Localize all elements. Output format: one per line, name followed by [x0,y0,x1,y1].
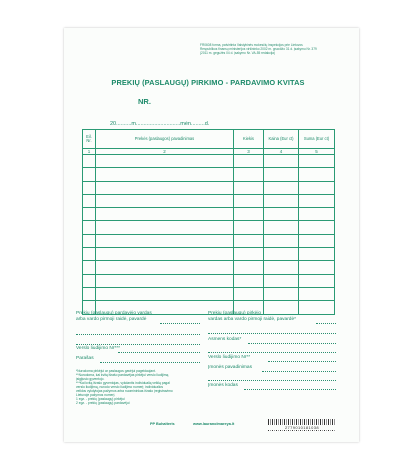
table-cell[interactable] [83,221,96,234]
seller-name-field-3[interactable] [76,344,200,345]
seller-name-field[interactable] [160,323,200,324]
note-line-3: (2011 m. gegužės 04 d. įsakymo Nr. VA-55 redakcija) [200,51,275,55]
buyer-name-label-1: Prekių (paslaugų) pirkėjo [208,311,262,316]
table-cell[interactable] [264,234,299,247]
footnotes [76,369,201,405]
table-cell[interactable] [83,234,96,247]
buyer-cert-field[interactable] [268,361,336,362]
table-cell[interactable] [234,194,264,207]
table-cell[interactable] [264,221,299,234]
table-row[interactable] [83,234,335,247]
table-cell[interactable] [299,208,335,221]
table-cell[interactable] [264,194,299,207]
table-cell[interactable] [264,248,299,261]
table-cell[interactable] [264,287,299,300]
table-cell[interactable] [96,274,234,287]
col-number: 1 [83,149,96,155]
table-row[interactable] [83,221,335,234]
table-row[interactable] [83,168,335,181]
table-cell[interactable] [83,261,96,274]
table-cell[interactable] [83,248,96,261]
table-cell[interactable] [83,181,96,194]
table-row[interactable] [83,208,335,221]
note-line-2: Respublikos finansų ministerijos viršininko 2002 m. gruodžio 31 d. įsakymu Nr. 379 [200,47,317,51]
col-header-qty: Kiekis [234,130,264,149]
col-number: 4 [264,149,299,155]
table-cell[interactable] [234,168,264,181]
table-cell[interactable] [299,221,335,234]
col-header-item: Prekės (paslaugos) pavadinimas [96,130,234,149]
footnote-line: Lietuvoje pažymos numerį. [76,393,116,397]
website-text: www.lauranolmareya.lt [193,422,235,426]
table-cell[interactable] [96,155,234,168]
company-name-field-2[interactable] [208,380,336,381]
form-approval-note [200,43,348,55]
table-cell[interactable] [96,168,234,181]
table-cell[interactable] [264,168,299,181]
table-cell[interactable] [96,194,234,207]
company-code-field[interactable] [244,389,336,390]
table-row[interactable] [83,274,335,287]
col-number: 2 [96,149,234,155]
buyer-id-field[interactable] [248,343,336,344]
col-header-price: Kaina (Eur ct) [264,130,299,149]
footnote-line: verslo liudijimą, nurodo verslo liudijimo numerį; individualios [76,385,164,389]
buyer-name-label-2: vardas arba vardo pirmoji raidė, pavardė* [208,317,296,322]
table-cell[interactable] [299,155,335,168]
col-number: 5 [299,149,335,155]
table-cell[interactable] [264,274,299,287]
table-cell[interactable] [234,274,264,287]
buyer-name-field[interactable] [316,323,336,324]
table-row[interactable] [83,155,335,168]
signature-field[interactable] [100,362,200,363]
table-cell[interactable] [96,261,234,274]
company-code-label: Įmonės kodas [208,383,238,388]
table-cell[interactable] [83,155,96,168]
table-cell[interactable] [299,261,335,274]
table-row[interactable] [83,261,335,274]
items-table [82,129,335,315]
buyer-cert-label: Verslo liudijimo Nr** [208,355,251,360]
table-cell[interactable] [264,301,299,314]
footnote-line: 2 egz. - prekių (paslaugų) pardavėjui [76,401,130,405]
company-name-field[interactable] [262,371,336,372]
footnote-line: ***Kai kvitą išrašo gyventojas, vykdantis individualią veiklą pagal [76,381,170,385]
table-cell[interactable] [264,155,299,168]
table-cell[interactable] [96,234,234,247]
company-name-label: Įmonės pavadinimas [208,365,252,370]
seller-cert-field[interactable] [118,352,200,353]
table-cell[interactable] [96,248,234,261]
table-cell[interactable] [83,287,96,300]
table-cell[interactable] [234,208,264,221]
seller-name-label-1: Prekių (paslaugų) pardavėjo vardas [76,311,152,316]
table-cell[interactable] [299,168,335,181]
footnote-line: įsigijusio gyventojo. [76,377,105,381]
buyer-name-field-2[interactable] [208,333,336,334]
footnote-line: *Nurodoma pirkėjui ar paslaugos gavėjui pageidaujant. [76,369,156,373]
date-line: 20..........m.............................mėn.........d. [110,121,210,127]
seller-name-field-2[interactable] [76,334,200,335]
table-cell[interactable] [299,287,335,300]
receipt-number-label: NR. [138,97,151,106]
footnote-line: veiklos vykdytojas pažymos arba nuomininkas išrašo įregistravimo [76,389,173,393]
table-cell[interactable] [234,287,264,300]
table-header-row [83,130,335,149]
seller-cert-label: Verslo liudijimo Nr*** [76,346,120,351]
table-cell[interactable] [96,221,234,234]
table-cell[interactable] [264,208,299,221]
table-cell[interactable] [83,208,96,221]
table-cell[interactable] [234,261,264,274]
table-cell[interactable] [83,194,96,207]
brand-logo: PP Buhalteris [150,422,175,426]
col-header-no: Eil. Nr. [83,130,96,149]
table-cell[interactable] [96,208,234,221]
table-row[interactable] [83,181,335,194]
barcode-number: 2779010181038 [268,425,336,430]
table-cell[interactable] [264,181,299,194]
table-cell[interactable] [234,221,264,234]
table-cell[interactable] [299,194,335,207]
table-cell[interactable] [96,287,234,300]
table-cell[interactable] [96,181,234,194]
table-row[interactable] [83,194,335,207]
footnote-line: **Nurodoma, kai kvitą išrašo pardavėjas pirkėjui verslo liudijimą [76,373,169,377]
table-cell[interactable] [264,261,299,274]
table-cell[interactable] [83,168,96,181]
table-cell[interactable] [234,155,264,168]
table-cell[interactable] [299,234,335,247]
col-header-sum: Suma (Eur ct) [299,130,335,149]
table-cell[interactable] [234,181,264,194]
table-row[interactable] [83,287,335,300]
table-cell[interactable] [299,274,335,287]
buyer-extra-field[interactable] [208,352,336,353]
col-number: 3 [234,149,264,155]
form-title: PREKIŲ (PASLAUGŲ) PIRKIMO - PARDAVIMO KVITAS [111,78,305,87]
table-cell[interactable] [234,234,264,247]
footnote-line: 1 egz. - prekių (paslaugų) pirkėjui [76,397,125,401]
table-cell[interactable] [299,181,335,194]
table-row[interactable] [83,248,335,261]
table-cell[interactable] [299,248,335,261]
note-line-1: FR0608 forma, patvirtinta Valstybinės mokesčių inspekcijos prie Lietuvos [200,43,303,47]
seller-name-label-2: arba vardo pirmoji raidė, pavardė [76,317,147,322]
buyer-id-label: Asmens kodas* [208,337,242,342]
table-cell[interactable] [299,301,335,314]
table-cell[interactable] [234,248,264,261]
signature-label: Parašas [76,356,94,361]
table-cell[interactable] [83,274,96,287]
